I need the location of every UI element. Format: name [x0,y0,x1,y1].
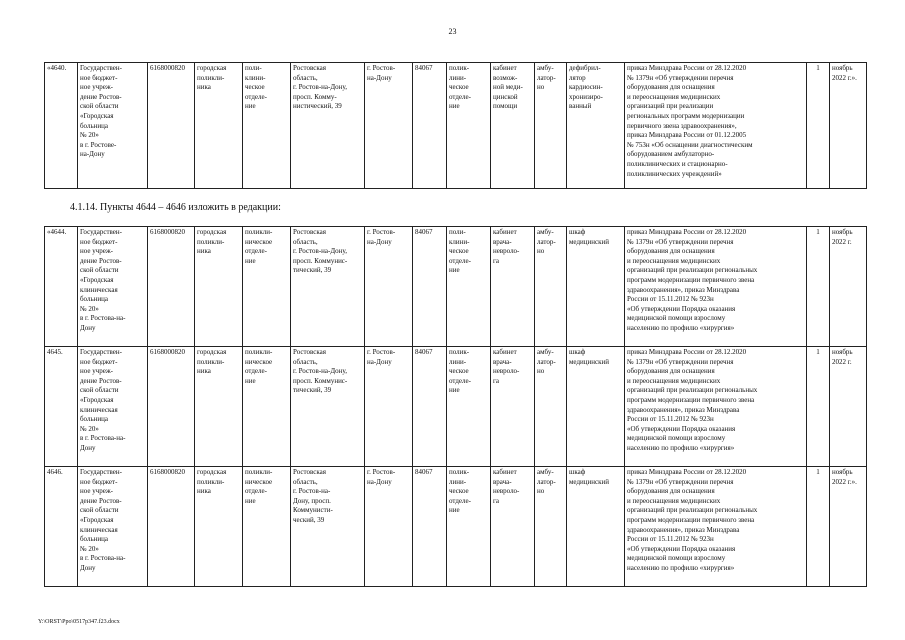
care-form: амбу- латор- но [535,467,567,587]
organization-name: Государствен- ное бюджет- ное учреж- дение Ростов- ской области «Городская больница № 20» в г. Ростове- на-Дону [78,63,148,189]
territory-code: 84067 [413,63,447,189]
room: кабинет врача- невроло- га [491,347,535,467]
deadline: ноябрь 2022 г. [830,347,867,467]
organization-code: 6168000820 [148,347,195,467]
facility-type: городская поликли- ника [195,347,243,467]
territory-code: 84067 [413,227,447,347]
main-table [44,226,867,587]
city: г. Ростов- на-Дону [365,63,413,189]
address: Ростовская область, г. Ростов-на-Дону, просп. Коммунис- тический, 39 [291,227,365,347]
room: кабинет врача- невроло- га [491,227,535,347]
care-form: амбу- латор- но [535,347,567,467]
quantity: 1 [807,467,830,587]
city: г. Ростов- на-Дону [365,227,413,347]
top-table [44,62,867,189]
table-row [45,227,867,347]
equipment: шкаф медицинский [567,227,625,347]
room: кабинет врача- невроло- га [491,467,535,587]
equipment: дефибрил- лятор кардиосин- хронизиро- ванный [567,63,625,189]
page-number: 23 [448,27,457,36]
facility-type: городская поликли- ника [195,63,243,189]
territory-code: 84067 [413,347,447,467]
footer-file-path: Y:\ORST\Ppo\0517p347.f23.docx [38,619,120,625]
row-number: «4644. [45,227,78,347]
deadline: ноябрь 2022 г.». [830,467,867,587]
organization-code: 6168000820 [148,227,195,347]
legal-basis: приказ Минздрава России от 28.12.2020 № 1379н «Об утверждении перечня оборудования для оснащения и переоснащения медицинских организаций при реализации региональных программ модернизации первичного звена здравоохранения», приказ Минздрава России от 15.11.2012 № 923н «Об утверждении Порядка оказания медицинской помощи взрослому населению по профилю «хирургия» [625,467,807,587]
facility-type: городская поликли- ника [195,227,243,347]
care-form: амбу- латор- но [535,227,567,347]
department: поли- клини- ческое отделе- ние [243,63,291,189]
legal-basis: приказ Минздрава России от 28.12.2020 № 1379н «Об утверждении перечня оборудования для оснащения и переоснащения медицинских организаций при реализации региональных программ модернизации первичного звена здравоохранения», приказ Минздрава России от 15.11.2012 № 923н «Об утверждении Порядка оказания медицинской помощи взрослому населению по профилю «хирургия» [625,227,807,347]
legal-basis: приказ Минздрава России от 28.12.2020 № 1379н «Об утверждении перечня оборудования для оснащения и переоснащения медицинских организаций при реализации региональных программ модернизации первичного звена здравоохранения», приказ Минздрава России от 15.11.2012 № 923н «Об утверждении Порядка оказания медицинской помощи взрослому населению по профилю «хирургия» [625,347,807,467]
organization-name: Государствен- ное бюджет- ное учреж- дение Ростов- ской области «Городская клиническая больница № 20» в г. Ростова-на- Дону [78,347,148,467]
department: поликли- ническое отделе- ние [243,347,291,467]
unit: поли- клини- ческое отделе- ние [447,227,491,347]
organization-name: Государствен- ное бюджет- ное учреж- дение Ростов- ской области «Городская клиническая больница № 20» в г. Ростова-на- Дону [78,227,148,347]
unit: полик- лини- ческое отделе- ние [447,63,491,189]
deadline: ноябрь 2022 г.». [830,63,867,189]
address: Ростовская область, г. Ростов-на-Дону, просп. Коммунис- тический, 39 [291,347,365,467]
table-row [45,347,867,467]
territory-code: 84067 [413,467,447,587]
section-heading: 4.1.14. Пункты 4644 – 4646 изложить в редакции: [70,202,281,213]
equipment: шкаф медицинский [567,347,625,467]
organization-code: 6168000820 [148,467,195,587]
table-row [45,63,867,189]
row-number: «4640. [45,63,78,189]
deadline: ноябрь 2022 г. [830,227,867,347]
address: Ростовская область, г. Ростов-на-Дону, просп. Комму- нистический, 39 [291,63,365,189]
city: г. Ростов- на-Дону [365,467,413,587]
department: поликли- ническое отделе- ние [243,467,291,587]
quantity: 1 [807,227,830,347]
department: поликли- ническое отделе- ние [243,227,291,347]
room: кабинет возмож- ной меди- цинской помощи [491,63,535,189]
address: Ростовская область, г. Ростов-на- Дону, просп. Коммунисти- ческий, 39 [291,467,365,587]
care-form: амбу- латор- но [535,63,567,189]
unit: полик- лини- ческое отделе- ние [447,347,491,467]
equipment: шкаф медицинский [567,467,625,587]
table-row [45,467,867,587]
organization-code: 6168000820 [148,63,195,189]
legal-basis: приказ Минздрава России от 28.12.2020 № 1379н «Об утверждении перечня оборудования для оснащения и переоснащения медицинских организаций при реализации региональных программ модернизации первичного звена здравоохранения», приказ Минздрава России от 01.12.2005 № 753н «Об оснащении диагностическим оборудованием амбулаторно- поликлинических и стационарно- поликлинических учреждений» [625,63,807,189]
quantity: 1 [807,63,830,189]
row-number: 4645. [45,347,78,467]
organization-name: Государствен- ное бюджет- ное учреж- дение Ростов- ской области «Городская клиническая больница № 20» в г. Ростова-на- Дону [78,467,148,587]
city: г. Ростов- на-Дону [365,347,413,467]
unit: полик- лини- ческое отделе- ние [447,467,491,587]
row-number: 4646. [45,467,78,587]
facility-type: городская поликли- ника [195,467,243,587]
quantity: 1 [807,347,830,467]
